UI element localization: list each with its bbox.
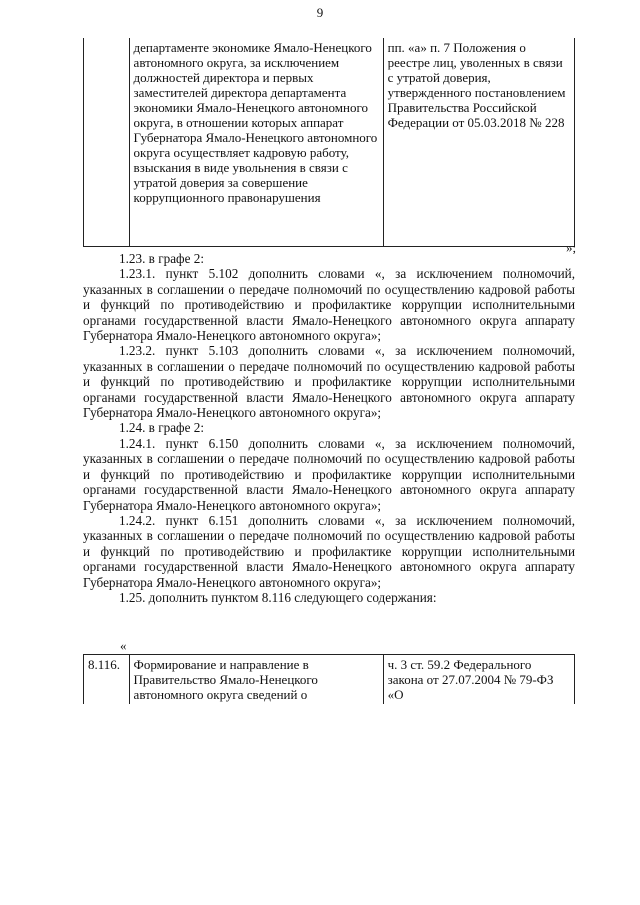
paragraph: 1.23.1. пункт 5.102 дополнить словами «, за исключением полномочий, указанных в соглашении о передаче полномочий по осуществлению кадровой работы и функций по противодействию и профилактике коррупции исполнительными органами государственной власти Ямало-Ненецкого автономного округа аппарату Губернатора Ямало-Ненецкого автономного округа»; [83, 266, 575, 344]
page-number: 9 [316, 5, 324, 20]
paragraph: 1.23.2. пункт 5.103 дополнить словами «, за исключением полномочий, указанных в соглашении о передаче полномочий по осуществлению кадровой работы и функций по противодействию и профилактике коррупции исполнительными органами государственной власти Ямало-Ненецкого автономного округа аппарату Губернатора Ямало-Ненецкого автономного округа»; [83, 343, 575, 421]
table-cell-number [84, 38, 130, 247]
table-row [84, 655, 575, 705]
paragraph: 1.24.2. пункт 6.151 дополнить словами «, за исключением полномочий, указанных в соглашении о передаче полномочий по осуществлению кадровой работы и функций по противодействию и профилактике коррупции исполнительными органами государственной власти Ямало-Ненецкого автономного округа аппарату Губернатора Ямало-Ненецкого автономного округа»; [83, 512, 575, 590]
table-cell-reference: пп. «а» п. 7 Положения о реестре лиц, уволенных в связи с утратой доверия, утвержденного постановлением Правительства Российской Федерации от 05.03.2018 № 228 [383, 38, 574, 247]
paragraph: 1.23. в графе 2: [119, 251, 205, 266]
table-row [84, 38, 575, 247]
table-cell-description: департаменте экономике Ямало-Ненецкого автономного округа, за исключением должностей директора и первых заместителей директора департамента экономики Ямало-Ненецкого автономного округа, в отношении которых аппарат Губернатора Ямало-Ненецкого автономного округа осуществляет кадровую работу, взыскания в виде увольнения в связи с утратой доверия за совершение коррупционного правонарушения [129, 38, 383, 247]
closing-quote-mark: »; [566, 240, 577, 255]
paragraph: 1.24. в графе 2: [119, 420, 205, 436]
table-continuation [83, 38, 575, 247]
paragraph: 1.24.1. пункт 6.150 дополнить словами «, за исключением полномочий, указанных в соглашении о передаче полномочий по осуществлению кадровой работы и функций по противодействию и профилактике коррупции исполнительными органами государственной власти Ямало-Ненецкого автономного округа аппарату Губернатора Ямало-Ненецкого автономного округа»; [83, 435, 575, 513]
table-new-item [83, 654, 575, 704]
table-cell-number: 8.116. [84, 655, 130, 705]
body-text [83, 251, 575, 605]
table-cell-description: Формирование и направление в Правительство Ямало-Ненецкого автономного округа сведений о [129, 655, 383, 705]
paragraph: 1.25. дополнить пунктом 8.116 следующего содержания: [119, 589, 437, 605]
opening-quote-mark: « [120, 638, 127, 653]
table-cell-reference: ч. 3 ст. 59.2 Федерального закона от 27.07.2004 № 79-ФЗ «О [383, 655, 574, 705]
